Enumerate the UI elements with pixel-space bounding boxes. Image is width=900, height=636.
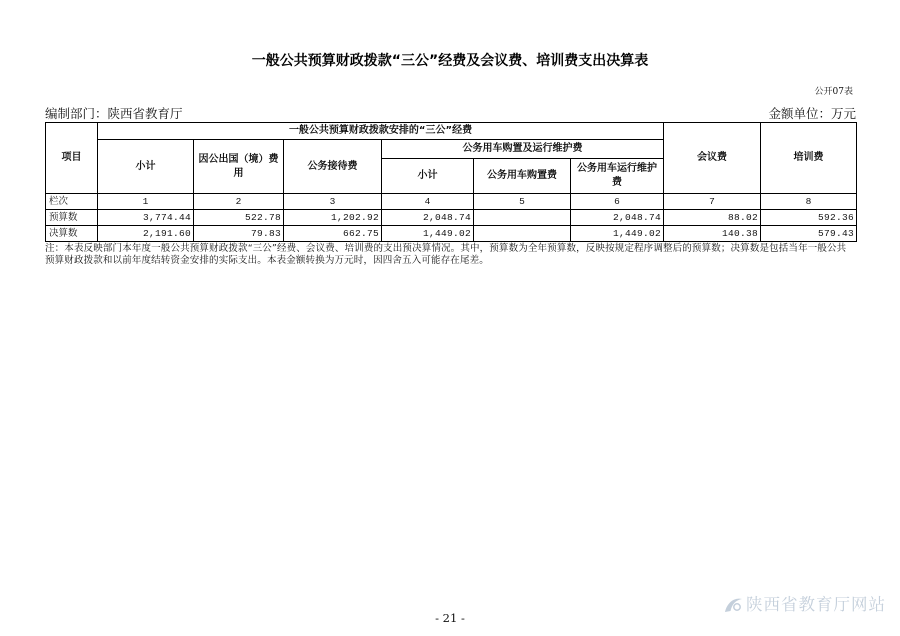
header-training-fee: 培训费 <box>761 123 857 194</box>
page-number: - 21 - <box>435 611 465 625</box>
page-title: 一般公共预算财政拨款“三公”经费及会议费、培训费支出决算表 <box>251 53 649 69</box>
header-vehicle-purchase: 公务用车购置费 <box>474 159 571 194</box>
watermark-text: 陕西省教育厅网站 <box>746 595 886 614</box>
note-line: 预算财政拨款和以前年度结转资金安排的实际支出。本表金额转换为万元时，因四舍五入可能存在尾差。 <box>45 255 489 266</box>
cell-value: 592.36 <box>761 210 857 226</box>
header-vehicle-subtotal: 小计 <box>382 159 474 194</box>
header-meeting-fee: 会议费 <box>664 123 761 194</box>
table-row-column-index <box>46 194 857 210</box>
column-index: 8 <box>761 194 857 210</box>
table-note <box>45 243 856 267</box>
site-watermark <box>722 593 894 617</box>
note-line: 注：本表反映部门本年度一般公共预算财政拨款“三公”经费、会议费、培训费的支出预决算情况。其中，预算数为全年预算数，反映按规定程序调整后的预算数；决算数是包括当年一般公共 <box>45 243 847 254</box>
column-index: 6 <box>571 194 664 210</box>
cell-value: 1,449.02 <box>382 226 474 242</box>
column-index: 2 <box>194 194 284 210</box>
column-index: 3 <box>284 194 382 210</box>
expenditure-table <box>45 122 857 242</box>
cell-value: 1,202.92 <box>284 210 382 226</box>
cell-value: 2,191.60 <box>98 226 194 242</box>
cell-value: 140.38 <box>664 226 761 242</box>
header-item: 项目 <box>46 123 98 194</box>
column-index: 4 <box>382 194 474 210</box>
form-code: 公开07表 <box>814 87 853 97</box>
header-three-public-expenses: 一般公共预算财政拨款安排的“三公”经费 <box>98 123 664 140</box>
cell-value <box>474 210 571 226</box>
column-index: 5 <box>474 194 571 210</box>
cell-value: 2,048.74 <box>571 210 664 226</box>
cell-value: 1,449.02 <box>571 226 664 242</box>
header-subtotal: 小计 <box>98 140 194 194</box>
table-row-budget <box>46 210 857 226</box>
row-label: 预算数 <box>46 210 98 226</box>
cell-value: 522.78 <box>194 210 284 226</box>
header-official-reception: 公务接待费 <box>284 140 382 194</box>
row-label: 栏次 <box>46 194 98 210</box>
cell-value: 662.75 <box>284 226 382 242</box>
amount-unit: 金额单位：万元 <box>768 106 856 121</box>
cell-value: 79.83 <box>194 226 284 242</box>
column-index: 1 <box>98 194 194 210</box>
header-vehicle-group: 公务用车购置及运行维护费 <box>382 140 664 159</box>
education-department-logo-icon <box>722 595 744 615</box>
compiling-department: 编制部门：陕西省教育厅 <box>45 106 183 121</box>
table-row-final-accounts <box>46 226 857 242</box>
column-index: 7 <box>664 194 761 210</box>
header-vehicle-operation: 公务用车运行维护费 <box>571 159 664 194</box>
cell-value: 3,774.44 <box>98 210 194 226</box>
cell-value <box>474 226 571 242</box>
cell-value: 2,048.74 <box>382 210 474 226</box>
cell-value: 579.43 <box>761 226 857 242</box>
cell-value: 88.02 <box>664 210 761 226</box>
header-row <box>46 123 857 140</box>
header-overseas-travel: 因公出国（境）费用 <box>194 140 284 194</box>
row-label: 决算数 <box>46 226 98 242</box>
